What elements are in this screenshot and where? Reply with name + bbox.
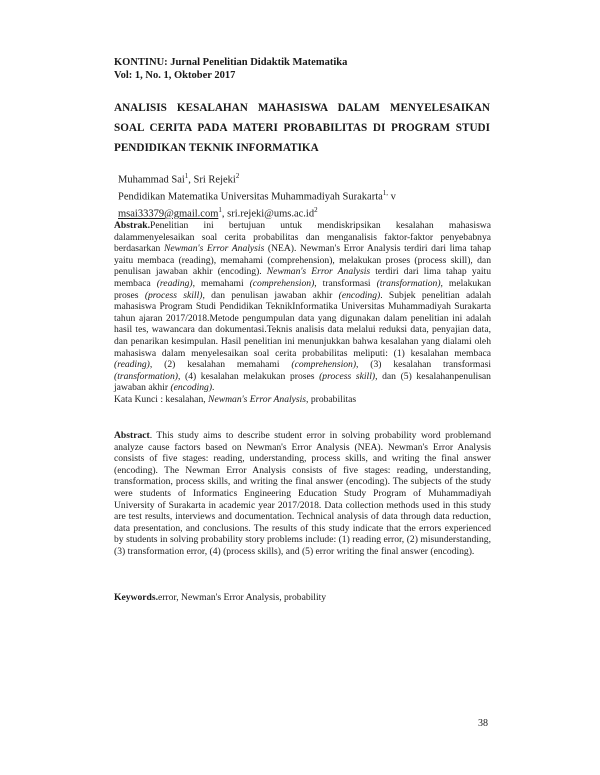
paper-title <box>114 98 490 158</box>
journal-header <box>114 57 347 82</box>
author-2-sup: 2 <box>235 172 240 180</box>
abstrak-italic: (comprehension) <box>291 359 357 371</box>
abstrak-text: terdiri dari lima tahap yaitu membaca <box>114 266 492 289</box>
abstrak-italic: (process skill) <box>319 370 376 382</box>
abstrak-italic: (transformation) <box>376 277 441 289</box>
author-1: Muhammad Sai <box>118 174 185 186</box>
abstrak-text: , (3) kesalahan transformasi <box>356 359 492 371</box>
abstrak-text: , memahami <box>192 277 250 289</box>
email-1-sup: 1 <box>218 206 222 214</box>
kata-kunci <box>114 394 491 406</box>
abstrak-italic: Newman's Error Analysis <box>266 266 371 278</box>
abstrak-italic: Newman's Error Analysis <box>163 243 265 255</box>
abstract-section <box>114 430 491 558</box>
affiliation-text: Pendidikan Matematika Universitas Muhammadiyah Surakarta <box>118 191 383 203</box>
author-2: , Sri Rejeki <box>188 174 236 186</box>
abstrak-paragraph <box>114 220 491 394</box>
abstrak-italic: (reading) <box>114 359 150 371</box>
abstrak-section <box>114 220 491 406</box>
keywords-text: error, Newman's Error Analysis, probability <box>157 592 327 603</box>
abstrak-text: . Subjek penelitian adalah mahasiswa Program Studi Pendidikan TeknikInformatika Universitas Muhammadiyah Surakarta tahun ajaran 2017/2018.Metode pengumpulan data yang digunakan dalam penelitian ini adalah hasil tes, wawancara dan dokumentasi.Teknis analisis data melalui reduksi data, penyajian data, dan penarikan kesimpulan. Hasil penelitian ini menunjukkan bahwa kesalahan yang dialami oleh mahasiswa dalam menyelesaikan soal cerita probabilitas meliputi: (1) kesalahan membaca <box>114 289 492 359</box>
abstrak-italic: (encoding) <box>170 382 213 394</box>
abstrak-italic: (comprehension) <box>249 277 315 289</box>
affiliation-tail: v <box>388 191 396 203</box>
author-block <box>114 170 494 221</box>
email-link-1[interactable]: msai33379@gmail.com <box>118 208 219 220</box>
abstrak-text: (NEA). Newman's Error Analysis terdiri dari lima tahap yaitu membaca (reading), memahami (comprehension), melakukan proses (process skill), dan penulisan jawaban akhir (encoding). <box>114 243 491 278</box>
abstract-text: . This study aims to describe student error in solving probability word problemand analyze cause factors based on Newman's Error Analysis (NEA). Newman's Error Analysis consists of five stages: reading, understanding, process skills, and writing the final answer (encoding). The Newman Error Analysis consists of five stages: reading, understanding, transformation, process skills, and writing the final answer (encoding). The subjects of the study were students of Informatics Engineering Education Study Program of Muhammadiyah University of Surakarta in academic year 2017/2018. Data collection methods used in this study are test results, interviews and documentation. Technical analysis of data through data reduction, data presentation, and conclusions. The results of this study indicate that the errors experienced by students in solving probability story problems include: (1) reading error, (2) misunderstanding, (3) transformation error, (4) (process skills), and (5) error writing the final answer (encoding). <box>114 430 491 557</box>
title-line-3: PENDIDIKAN TEKNIK INFORMATIKA <box>114 142 319 154</box>
title-line-2: SOAL CERITA PADA MATERI PROBABILITAS DI PROGRAM STUDI <box>114 122 490 134</box>
kata-kunci-tail: , probabilitas <box>306 393 357 405</box>
abstrak-text: , transformasi <box>314 277 377 289</box>
author-emails <box>118 204 494 221</box>
abstrak-text: , (4) kesalahan melakukan proses <box>177 370 320 382</box>
abstrak-italic: (transformation) <box>114 370 178 382</box>
abstrak-label: Abstrak. <box>114 220 150 231</box>
email-2-sup: 2 <box>314 206 318 214</box>
journal-volume: Vol: 1, No. 1, Oktober 2017 <box>114 69 236 81</box>
abstrak-text: . <box>212 382 215 394</box>
author-affiliation <box>118 187 494 204</box>
abstrak-italic: (process skill) <box>144 289 203 301</box>
author-names <box>118 170 494 187</box>
keywords-line <box>114 592 326 604</box>
abstrak-text: , dan (5) kesalahanpenulisan jawaban akhir <box>114 370 491 394</box>
abstrak-italic: (reading) <box>156 277 193 289</box>
page-number: 38 <box>478 718 488 729</box>
title-line-1: ANALISIS KESALAHAN MAHASISWA DALAM MENYELESAIKAN <box>114 102 490 114</box>
email-2: , sri.rejeki@ums.ac.id <box>221 208 315 220</box>
affiliation-sup: 1, <box>382 189 389 197</box>
author-1-sup: 1 <box>184 172 189 180</box>
abstrak-text: Penelitian ini bertujuan untuk mendiskripsikan kesalahan mahasiswa dalammenyelesaikan soal cerita probabilitas dan menganalisis faktor-faktor penyebabnya berdasarkan <box>114 220 491 255</box>
abstrak-text: , melakukan proses <box>114 277 492 301</box>
kata-kunci-label: Kata Kunci : kesalahan, <box>114 393 209 405</box>
abstrak-italic: (encoding) <box>338 289 381 301</box>
journal-name: KONTINU: Jurnal Penelitian Didaktik Matematika <box>114 57 348 68</box>
kata-kunci-italic: Newman's Error Analysis <box>208 393 307 405</box>
keywords-label: Keywords. <box>114 592 158 603</box>
abstrak-text: , (2) kesalahan memahami <box>149 359 292 371</box>
abstrak-text: , dan penulisan jawaban akhir <box>202 289 339 301</box>
abstract-label: Abstract <box>114 430 150 441</box>
